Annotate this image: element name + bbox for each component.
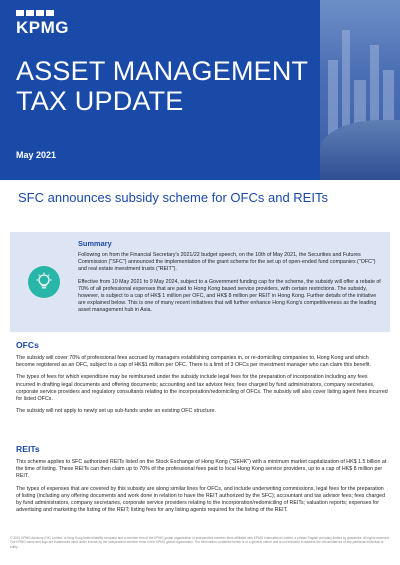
ofcs-paragraph-3: The subsidy will not apply to newly set up sub-funds under an existing OFC structure.	[16, 408, 216, 415]
ofcs-section	[16, 340, 388, 420]
summary-box	[10, 232, 390, 332]
reits-paragraph-2: The types of expenses that are covered by this subsidy are along similar lines for OFCs, and include underwriting commissions, legal fees for the preparation of listing (including any offering documents and work done in relation to have the REIT authorized by the SFC); accountant and tax advisor fees; fees charged by fund administrators, company secretaries, corporate service providers relating to the incorporation/redomiciling of REITs; valuation reports; expenses for advertising and marketing the listing of the REIT; listing fees for any listing agents required for the listing of the REIT.	[16, 485, 386, 514]
lightbulb-icon	[28, 266, 60, 298]
logo-squares	[16, 10, 54, 16]
article-headline: SFC announces subsidy scheme for OFCs and REITs	[18, 190, 328, 205]
city-skyline-image	[320, 0, 400, 180]
header-banner	[0, 0, 400, 180]
ofcs-paragraph-2: The types of fees for which expenditure may be reimbursed under the subsidy include legal fees for the preparation of incorporation including any fees incurred in drafting legal documents and offering documents; accounting and tax advisor fees; fees charged by fund administrators, company secretaries, corporate service providers and regulatory consultants relating to the incorporation/redomiciling of OFCs. The subsidy will also cover listing agent fees incurred for listed OFCs.	[16, 374, 388, 403]
page-title	[16, 56, 308, 116]
ofcs-heading: OFCs	[16, 340, 39, 350]
reits-paragraph-1: This scheme applies to SFC authorized REITs listed on the Stock Exchange of Hong Kong ("SEHK") with a minimum market capitalization of HK$ 1.5 billion at the time of listing. These REITs can then claim up to 70% of the professional fees paid to local Hong Kong service providers, up to a cap of HK$ 8 million per REIT.	[16, 459, 387, 480]
publication-date: May 2021	[16, 150, 57, 160]
summary-content	[78, 239, 384, 320]
kpmg-logo: KPMG	[16, 18, 69, 37]
summary-heading: Summary	[78, 239, 112, 248]
reits-heading: REITs	[16, 444, 40, 454]
summary-paragraph-1: Following on from the Financial Secretary's 2021/22 budget speech, on the 10th of May 2021, the Securities and Futures Commission ("SFC") announced the implementation of the grant scheme for the set up of open-ended fund companies ("OFC") and real estate investment trusts ("REIT").	[78, 252, 376, 273]
summary-paragraph-2: Effective from 10 May 2021 to 9 May 2024, subject to a Government funding cap for the scheme, the subsidy will offer a rebate of 70% of all professional expenses that are paid to Hong Kong based service providers, with certain restrictions. The subsidy, however, is subject to a cap of HK$ 1 million per OFC, and HK$ 8 million per REIT in Hong Kong. Further details of the initiative are explained below. This is one of many recent initiatives that will further enhance Hong Kong's competitiveness as the leading asset management hub in Asia.	[78, 278, 381, 314]
title-line-2: TAX UPDATE	[16, 86, 184, 116]
title-line-1: ASSET MANAGEMENT	[16, 56, 309, 86]
legal-footer: © 2021 KPMG Advisory (HK) Limited, a Hong Kong limited liability company and a member firm of the KPMG global organization of independent member firms affiliated with KPMG International Limited, a private English company limited by guarantee. All rights reserved. The KPMG name and logo are trademarks used under license by the independent member firms of the KPMG global organization. The information contained herein is of a general nature and is not intended to address the circumstances of any particular individual or entity.	[10, 536, 390, 549]
ofcs-paragraph-1: The subsidy will cover 70% of professional fees accrued by managers establishing companies in, or re-domiciling companies to, Hong Kong and which become registered as an OFC, subject to a cap of HK$1 million per OFC. There is a limit of 3 OFCs per investment manager who can claim this benefit.	[16, 355, 371, 369]
reits-section	[16, 444, 388, 519]
